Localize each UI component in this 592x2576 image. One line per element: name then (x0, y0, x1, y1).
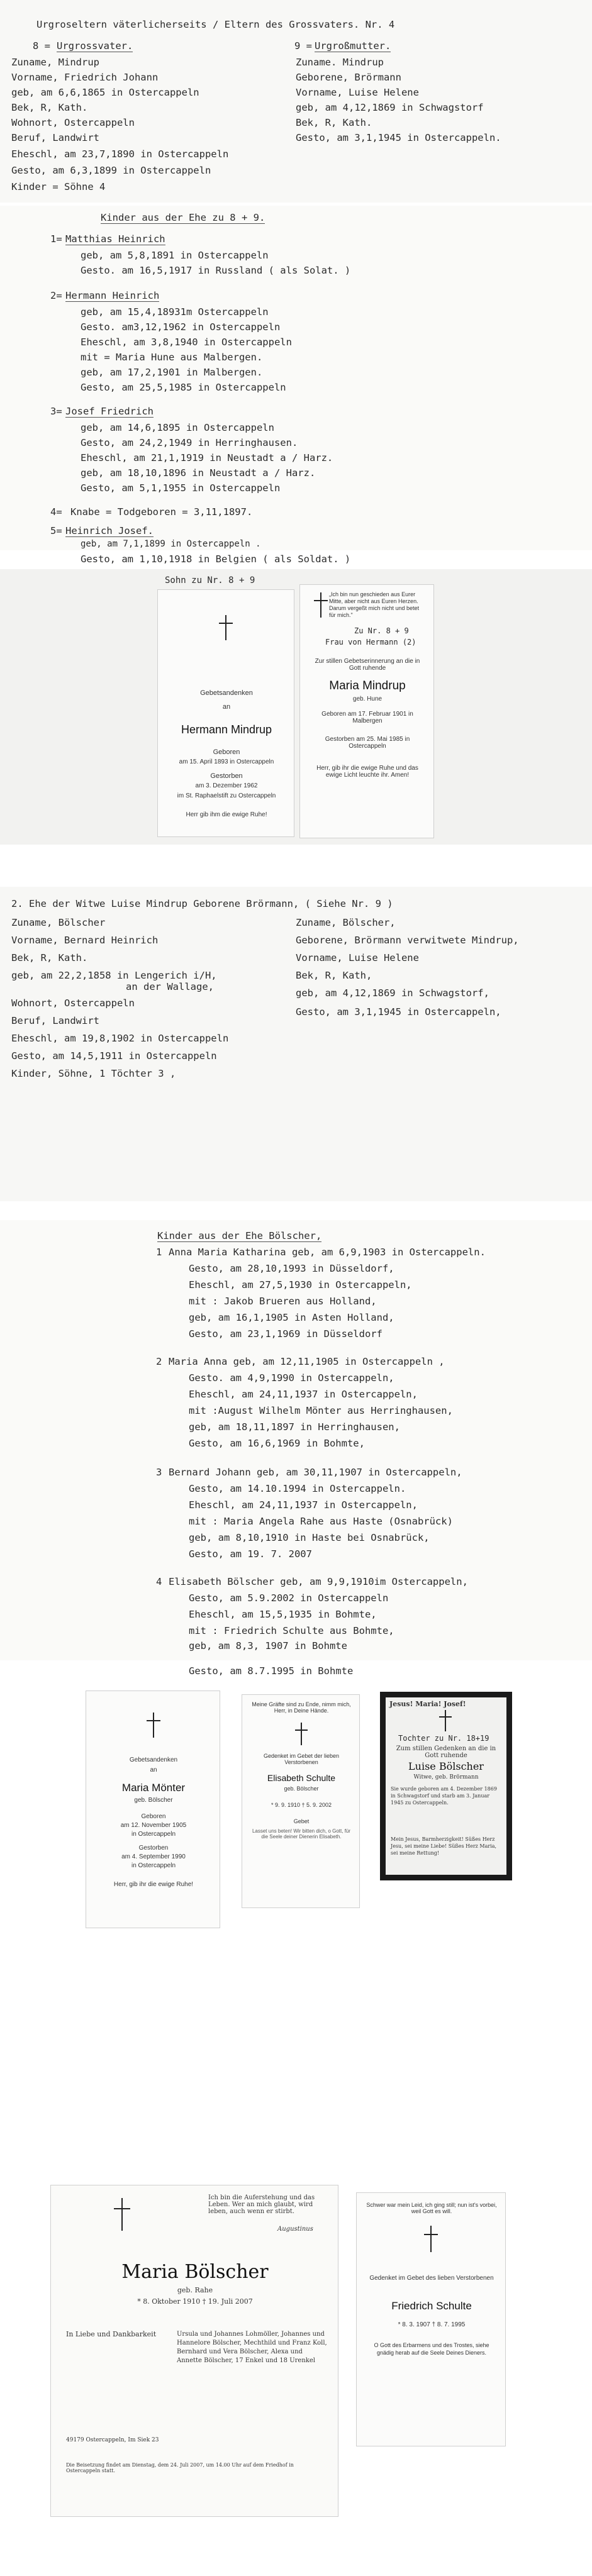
left-line: Kinder = Söhne 4 (11, 181, 106, 192)
prayer-card-friedrich-schulte (356, 2192, 506, 2446)
card-label-right-2: Frau von Hermann (2) (325, 638, 416, 647)
card-born: am 12. November 1905 (120, 1822, 187, 1829)
card-born: am 15. April 1893 in Ostercappeln (179, 758, 274, 765)
right-number: 9 = (294, 40, 312, 52)
sheet-children-8-9 (0, 206, 592, 550)
entry-line: geb, am 15,4,18931m Ostercappeln (81, 306, 269, 318)
right-line: Gesto, am 3,1,1945 in Ostercappeln. (296, 132, 501, 143)
entry-line: geb, am 7,1,1899 in Ostercappeln . (81, 539, 261, 549)
card-attrib: Augustinus (277, 2226, 313, 2233)
cross-icon (314, 592, 328, 618)
left-line: Bek, R, Kath. (11, 952, 88, 963)
card-quote: „Ich bin nun geschieden aus Eurer Mitte, aber nicht aus Euren Herzen. Darum vergeßt mich nicht und betet für mich." (329, 591, 420, 618)
entry-line: mit :August Wilhelm Mönter aus Herringhausen, (189, 1405, 453, 1416)
entry-line: mit : Maria Angela Rahe aus Haste (Osnabrück) (189, 1516, 453, 1527)
right-line: Bek, R, Kath, (296, 970, 372, 981)
card-died-label: Gestorben (138, 1845, 169, 1852)
cross-icon (219, 615, 233, 640)
sheet-children-boelscher (0, 1220, 592, 1660)
sheet-prayer-cards-hermann-maria (0, 569, 592, 845)
left-line: Beruf, Landwirt (11, 1015, 99, 1026)
prayer-card-luise-boelscher (380, 1692, 512, 1880)
entry-name: Josef Friedrich (65, 406, 154, 417)
left-line: Beruf, Landwirt (11, 132, 99, 143)
card-died-place: im St. Raphaelstift zu Ostercappeln (177, 792, 276, 799)
card-born-label: Geboren (141, 1813, 166, 1820)
card-mourn-label: In Liebe und Dankbarkeit (66, 2330, 157, 2338)
entry-line: Gesto, am 8.7.1995 in Bohmte (189, 1665, 354, 1677)
right-line: Geborene, Brörmann verwitwete Mindrup, (296, 935, 519, 946)
card-nee: Witwe, geb. Brörmann (413, 1774, 479, 1780)
right-line: Vorname, Luise Helene (296, 952, 419, 963)
entry-line: Gesto, am 5,1,1955 in Ostercappeln (81, 482, 281, 494)
entry-line: geb, am 18,10,1896 in Neustadt a / Harz. (81, 467, 316, 479)
right-line: Gesto, am 3,1,1945 in Ostercappeln, (296, 1006, 501, 1018)
card-nee: geb. Hune (352, 696, 383, 702)
card-dates: * 9. 9. 1910 † 5. 9. 2002 (271, 1802, 332, 1808)
left-line: Eheschl, am 23,7,1890 in Ostercappeln (11, 148, 229, 160)
entry-line: Maria Anna geb, am 12,11,1905 in Ostercappeln , (169, 1356, 445, 1367)
entry-line: Eheschl, am 21,1,1919 in Neustadt a / Harz. (81, 452, 333, 464)
entry-line: Gesto, am 19. 7. 2007 (189, 1548, 312, 1560)
obituary-maria-boelscher (50, 2185, 338, 2517)
entry-line: Gesto, am 14.10.1994 in Ostercappeln. (189, 1483, 406, 1494)
children-title: Kinder aus der Ehe Bölscher, (157, 1230, 322, 1241)
sheet-header: 2. Ehe der Witwe Luise Mindrup Geborene Brörmann, ( Siehe Nr. 9 ) (11, 898, 393, 909)
card-died: Gestorben am 25. Mai 1985 in Ostercappeln (325, 736, 410, 750)
card-quote: Ich bin die Auferstehung und das Leben. Wer an mich glaubt, wird leben, auch wenn er stirbt. (208, 2194, 315, 2215)
card-name: Maria Mönter (121, 1782, 186, 1794)
left-title: Urgrossvater. (57, 40, 133, 52)
entry-line: Gesto, am 28,10,1993 in Düsseldorf, (189, 1263, 394, 1274)
entry-line: Eheschl, am 24,11,1937 in Ostercappeln, (189, 1389, 418, 1400)
card-dates: * 8. 3. 1907 † 8. 7. 1995 (398, 2321, 466, 2328)
card-intro: Zur stillen Gebetserinnerung an die in Gott ruhende (315, 658, 420, 672)
left-line: Eheschl, am 19,8,1902 in Ostercappeln (11, 1033, 229, 1044)
right-line: geb, am 4,12,1869 in Schwagstorf, (296, 987, 489, 999)
entry-number: 3= (50, 406, 62, 417)
entry-line: Gesto. am 4,9,1990 in Ostercappeln, (189, 1372, 394, 1384)
prayer-card-elisabeth-schulte (242, 1694, 360, 1908)
card-born-label: Geboren (213, 748, 240, 756)
left-number: 8 = (33, 40, 50, 52)
entry-line: Gesto. am3,12,1962 in Ostercappeln (81, 321, 281, 333)
right-line: Bek, R, Kath. (296, 117, 372, 128)
entry-line: Eheschl, am 3,8,1940 in Ostercappeln (81, 336, 292, 348)
entry-number: 2= (50, 290, 62, 301)
entry-line: Eheschl, am 27,5,1930 in Ostercappeln, (189, 1279, 412, 1291)
card-died: am 3. Dezember 1962 (195, 782, 258, 789)
entry-name: Heinrich Josef. (65, 525, 154, 536)
entry-name: Matthias Heinrich (65, 233, 165, 245)
sheet-great-grandparents (0, 0, 592, 203)
left-line: Vorname, Friedrich Johann (11, 72, 159, 83)
right-line: Zuname, Bölscher, (296, 917, 396, 928)
card-died-label: Gestorben (210, 772, 243, 780)
card-quote: Meine Gräfte sind zu Ende, nimm mich, Herr, in Deine Hände. (252, 1701, 351, 1714)
entry-line: Gesto, am 24,2,1949 in Herringhausen. (81, 437, 298, 448)
card-label-right: Zu Nr. 8 + 9 (354, 626, 409, 635)
card-name: Luise Bölscher (408, 1760, 484, 1772)
entry-line: Gesto. am 16,5,1917 in Russland ( als Solat. ) (81, 265, 351, 276)
card-text: Sie wurde geboren am 4. Dezember 1869 in Schwagstorf und starb am 3. Januar 1945 zu Ostercappeln. (391, 1786, 497, 1806)
entry-line: Gesto, am 16,6,1969 in Bohmte, (189, 1438, 365, 1449)
entry-line: geb, am 17,2,1901 in Malbergen. (81, 367, 263, 378)
sheet-header: Urgroseltern väterlicherseits / Eltern des Grossvaters. Nr. 4 (36, 19, 395, 30)
children-title: Kinder aus der Ehe zu 8 + 9. (101, 212, 265, 223)
card-label-left: Sohn zu Nr. 8 + 9 (165, 575, 255, 586)
card-head: Jesus! Maria! Josef! (389, 1700, 466, 1708)
card-prayer-title: Gebet (293, 1818, 310, 1824)
entry-line: geb, am 5,8,1891 in Ostercappeln (81, 250, 269, 261)
card-heading: Gebetsandenken (129, 1757, 178, 1763)
prayer-card-hermann (157, 589, 294, 837)
card-nee: geb. Rahe (177, 2286, 213, 2294)
sheet-second-marriage (0, 887, 592, 1201)
card-quote: Schwer war mein Leid, ich ging still; nun ist's vorbei, weil Gott es will. (366, 2202, 497, 2214)
entry-line: geb, am 14,6,1895 in Ostercappeln (81, 422, 274, 433)
card-prayer: Herr, gib ihr die ewige Ruhe und das ewige Licht leuchte ihr. Amen! (316, 765, 418, 779)
card-prayer: Herr gib ihm die ewige Ruhe! (186, 811, 267, 818)
card-prayer: Mein Jesus, Barmherzigkeit! Süßes Herz Jesu, sei meine Liebe! Süßes Herz Maria, sei meine Rettung! (391, 1836, 497, 1856)
right-title: Urgroßmutter. (315, 40, 391, 52)
entry-line: mit = Maria Hune aus Malbergen. (81, 352, 263, 363)
entry-line: Gesto, am 23,1,1969 in Düsseldorf (189, 1328, 383, 1340)
entry-line: mit : Jakob Brueren aus Holland, (189, 1296, 377, 1307)
left-line: Kinder, Söhne, 1 Töchter 3 , (11, 1068, 176, 1079)
left-line: Bek, R, Kath. (11, 102, 88, 113)
left-line: geb, am 22,2,1858 in Lengerich i/H, (11, 970, 217, 981)
card-an: an (222, 703, 231, 711)
entry-line: Bernard Johann geb, am 30,11,1907 in Ostercappeln, (169, 1467, 462, 1478)
card-dates: * 8. Oktober 1910 † 19. Juli 2007 (137, 2297, 253, 2306)
entry-line: Gesto, am 1,10,1918 in Belgien ( als Soldat. ) (81, 553, 351, 565)
card-died: am 4. September 1990 (121, 1853, 186, 1860)
cross-icon (439, 1710, 452, 1731)
left-line: Vorname, Bernard Heinrich (11, 935, 159, 946)
left-line: Gesto, am 6,3,1899 in Ostercappeln (11, 165, 211, 176)
card-born-place: in Ostercappeln (131, 1831, 176, 1838)
entry-line: Anna Maria Katharina geb, am 6,9,1903 in Ostercappeln. (169, 1246, 486, 1258)
entry-number: 4= (50, 506, 62, 518)
card-name: Maria Bölscher (121, 2261, 269, 2283)
entry-line: Elisabeth Bölscher geb, am 9,9,1910im Ostercappeln, (169, 1576, 468, 1587)
card-prayer: O Gott des Erbarmens und des Trostes, siehe gnädig herab auf die Seele Deines Dieners. (374, 2342, 489, 2356)
entry-name: Hermann Heinrich (65, 290, 160, 301)
card-label: Tochter zu Nr. 18+19 (398, 1734, 489, 1743)
card-intro: Gedenket im Gebet des lieben Verstorbenen (369, 2275, 494, 2282)
right-line: Geborene, Brörmann (296, 72, 401, 83)
card-intro: Gedenket im Gebet der lieben Verstorbenen (263, 1753, 340, 1765)
entry-line: mit : Friedrich Schulte aus Bohmte, (189, 1625, 394, 1636)
left-line: Gesto, am 14,5,1911 in Ostercappeln (11, 1050, 217, 1062)
entry-number: 3 (156, 1467, 162, 1478)
card-nee: geb. Bölscher (284, 1785, 319, 1792)
entry-number: 1= (50, 233, 62, 245)
entry-line: geb, am 18,11,1897 in Herringhausen, (189, 1421, 400, 1433)
left-line: geb, am 6,6,1865 in Ostercappeln (11, 87, 199, 98)
card-died-place: in Ostercappeln (131, 1862, 176, 1869)
left-line: Zuname, Bölscher (11, 917, 106, 928)
card-name: Hermann Mindrup (181, 723, 272, 736)
entry-number: 5= (50, 525, 62, 536)
card-name: Friedrich Schulte (391, 2300, 472, 2312)
prayer-card-maria-moenter (86, 1690, 220, 1928)
entry-line: Knabe = Todgeboren = 3,11,1897. (70, 506, 253, 518)
entry-number: 4 (156, 1576, 162, 1587)
entry-number: 1 (156, 1246, 162, 1258)
card-prayer: Lasset uns beten! Wir bitten dich, o Gott, für die Seele deiner Dienerin Elisabeth. (252, 1828, 351, 1840)
right-line: Zuname. Mindrup (296, 57, 384, 68)
card-born: Geboren am 17. Februar 1901 in Malbergen (321, 711, 413, 724)
entry-line: geb, am 8,10,1910 in Haste bei Osnabrück, (189, 1532, 430, 1543)
card-heading: Gebetsandenken (200, 689, 253, 697)
entry-line: Gesto, am 5.9.2002 in Ostercappeln (189, 1592, 389, 1604)
card-name: Maria Mindrup (329, 679, 406, 692)
entry-line: Gesto, am 25,5,1985 in Ostercappeln (81, 382, 286, 393)
card-mourners: Ursula und Johannes Lohmöller, Johannes und Hannelore Bölscher, Mechthild und Franz Koll, Bernhard und Vera Bölscher, Alexa und Annette Bölscher, 17 Enkel und 18 Urenkel (177, 2331, 327, 2364)
entry-number: 2 (156, 1356, 162, 1367)
entry-line: Eheschl, am 15,5,1935 in Bohmte, (189, 1609, 377, 1620)
card-an: an (150, 1767, 157, 1774)
cross-icon (424, 2226, 438, 2252)
left-line: Wohnort, Ostercappeln (11, 997, 135, 1009)
left-line-extra: an der Wallage, (126, 981, 214, 992)
card-name: Elisabeth Schulte (267, 1773, 336, 1783)
right-line: Vorname, Luise Helene (296, 87, 419, 98)
card-prayer: Herr, gib ihr die ewige Ruhe! (113, 1881, 194, 1888)
prayer-card-maria-mindrup (299, 584, 434, 838)
cross-icon (295, 1723, 308, 1745)
card-footer: Die Beisetzung findet am Dienstag, dem 24. Juli 2007, um 14.00 Uhr auf dem Friedhof in Ostercappeln statt. (66, 2462, 294, 2473)
card-nee: geb. Bölscher (134, 1797, 173, 1804)
card-address: 49179 Ostercappeln, Im Siek 23 (66, 2437, 159, 2443)
left-line: Zuname, Mindrup (11, 57, 99, 68)
cross-icon (147, 1713, 160, 1738)
entry-line: geb, am 16,1,1905 in Asten Holland, (189, 1312, 394, 1323)
card-intro: Zum stillen Gedenken an die in Gott ruhende (396, 1745, 496, 1759)
left-line: Wohnort, Ostercappeln (11, 117, 135, 128)
entry-line: Eheschl, am 24,11,1937 in Ostercappeln, (189, 1499, 418, 1511)
entry-line: geb, am 8,3, 1907 in Bohmte (189, 1640, 347, 1652)
right-line: geb, am 4,12,1869 in Schwagstorf (296, 102, 484, 113)
cross-icon (114, 2198, 130, 2231)
